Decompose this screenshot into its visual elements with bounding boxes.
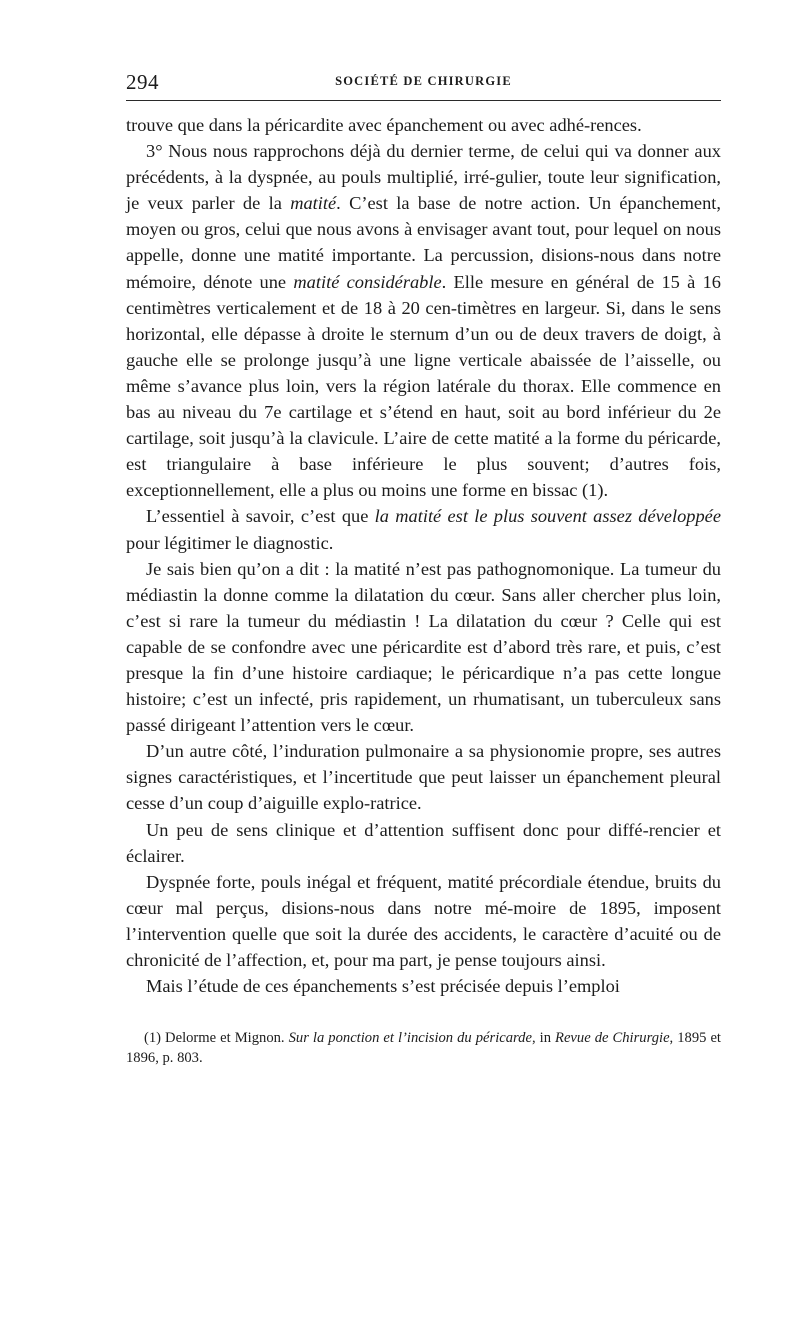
page-number: 294 — [126, 70, 159, 94]
paragraph — [126, 738, 721, 816]
text-run: Un peu de sens clinique et d’attention suffisent donc pour diffé-rencier et éclairer. — [126, 819, 721, 866]
text-run: D’un autre côté, l’induration pulmonaire a sa physionomie propre, ses autres signes caractéristiques, et l’incertitude que peut laisser un épanchement pleural cesse d’un coup d’aiguille explo-ratrice. — [126, 741, 721, 814]
paragraph — [126, 112, 721, 138]
text-run: L’essentiel à savoir, c’est que — [146, 506, 375, 527]
paragraph — [126, 817, 721, 869]
text-run: pour légitimer le diagnostic. — [126, 532, 334, 553]
text-run: (1) Delorme et Mignon. — [144, 1030, 289, 1047]
text-run: , 1895 et 1896, p. 803. — [126, 1030, 721, 1066]
text-run: . C’est la base de notre action. Un épanchement, moyen ou gros, celui que nous avons à envisager avant tout, pour lequel on nous appelle, donne une matité importante. La percussion, disions-nous dans notre mémoire, dénote une — [126, 193, 721, 292]
emphasis: Sur la ponction et l’incision du péricarde — [288, 1030, 532, 1047]
body-text — [126, 112, 721, 999]
footnote-text — [126, 1029, 721, 1068]
paragraph — [126, 869, 721, 973]
running-head: SOCIÉTÉ DE CHIRURGIE — [335, 74, 512, 88]
emphasis: Revue de Chirurgie — [555, 1030, 670, 1047]
page-header — [126, 62, 721, 101]
text-run: Mais l’étude de ces épanchements s’est précisée depuis l’emploi — [146, 976, 620, 997]
paragraph — [126, 138, 721, 503]
emphasis: la matité est le plus souvent assez développée — [374, 506, 721, 527]
book-page — [126, 62, 721, 1068]
text-run: 3° Nous nous rapprochons déjà du dernier terme, de celui qui va donner aux précédents, à la dyspnée, au pouls multiplié, irré-gulier, toute leur signification, je veux parler de la — [126, 141, 721, 214]
text-run: , in — [531, 1030, 556, 1047]
paragraph — [126, 503, 721, 555]
text-run: Dyspnée forte, pouls inégal et fréquent, matité précordiale étendue, bruits du cœur mal perçus, disions-nous dans notre mé-moire de 1895, imposent l’intervention quelle que soit la durée des accidents, le caractère d’acuité ou de chronicité de l’affection, et, pour ma part, je pense toujours ainsi. — [126, 871, 721, 970]
paragraph — [126, 973, 721, 999]
paragraph — [126, 556, 721, 739]
text-run: trouve que dans la péricardite avec épanchement ou avec adhé-rences. — [126, 115, 642, 135]
emphasis: matité considérable — [293, 271, 442, 292]
text-run: Je sais bien qu’on a dit : la matité n’est pas pathognomonique. La tumeur du médiastin la donne comme la dilatation du cœur. Sans aller chercher plus loin, c’est si rare la tumeur du médiastin ! La dilatation du cœur ? Celle qui est capable de se confondre avec une péricardite est d’abord très rare, et puis, c’est presque la fin d’une histoire cardiaque; le péricardique n’a pas cette longue histoire; c’est un infecté, pris rapidement, un rhumatisant, un tuberculeux sans passé dirigeant l’attention vers le cœur. — [126, 558, 721, 736]
text-run: . Elle mesure en général de 15 à 16 centimètres verticalement et de 18 à 20 cen-timètres en largeur. Si, dans le sens horizontal, elle dépasse à droite le sternum d’un ou de deux travers de doigt, à gauche elle se prolonge jusqu’à une ligne verticale abaissée de l’aisselle, ou même s’avance plus loin, vers la région latérale du thorax. Elle commence en bas au niveau du 7e cartilage et s’étend en haut, soit au bord inférieur du 2e cartilage, soit jusqu’à la clavicule. L’aire de cette matité a la forme du péricarde, est triangulaire à base inférieure le plus souvent; d’autres fois, exceptionnellement, elle a plus ou moins une forme en bissac (1). — [126, 271, 721, 501]
emphasis: matité — [290, 193, 337, 214]
footnote — [126, 1029, 721, 1068]
